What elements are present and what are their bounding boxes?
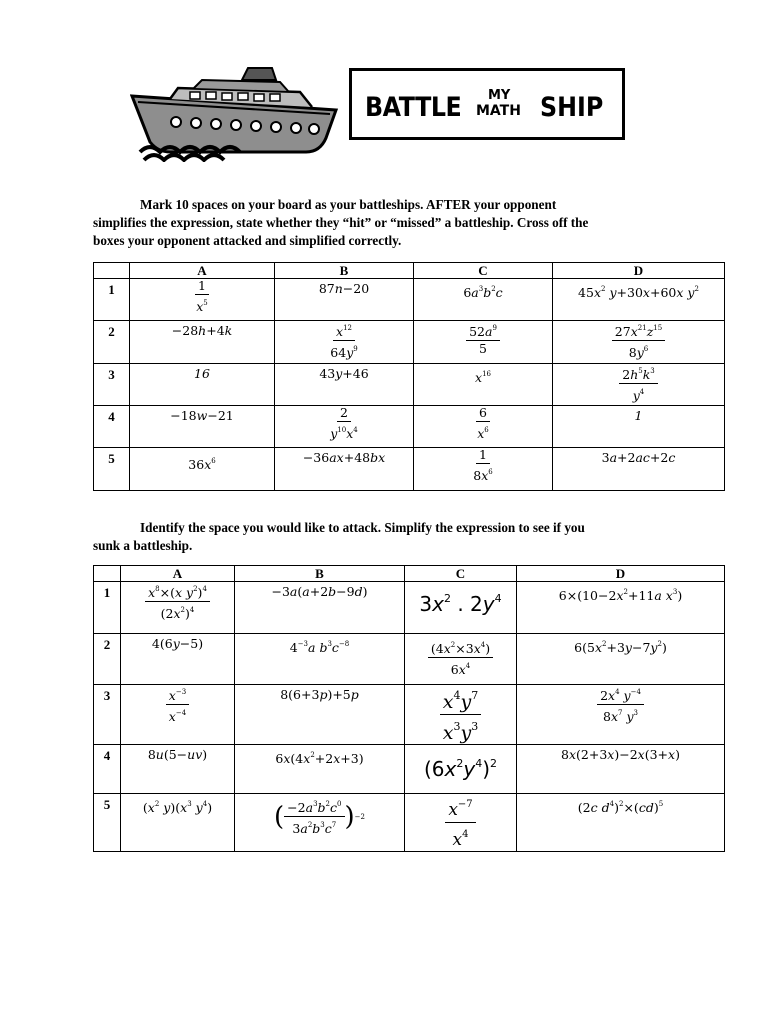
cell-2b[interactable]: $\frac{x^{12}}{64y^9}$ [275, 321, 414, 364]
cell-3d[interactable]: $\frac{2x^4 y^{-4}}{8x^7 y^3}$ [517, 685, 725, 745]
table-row [94, 634, 725, 685]
cell-5d[interactable]: 3a+2ac+2c [553, 448, 725, 491]
title-my: MY [488, 88, 511, 103]
cell-5c[interactable]: $\frac{x^{-7}}{x^4}$ [405, 794, 517, 852]
corner-cell [94, 566, 121, 582]
cell-1a[interactable]: $\frac{x^8\times(x y^2)^4}{(2x^2)^4}$ [121, 582, 235, 634]
cell-1b[interactable]: −3a(a+2b−9d) [235, 582, 405, 634]
cruise-ship-icon [130, 66, 346, 162]
cell-4d[interactable]: 8x(2+3x)−2x(3+x) [517, 745, 725, 794]
cell-1d[interactable]: $6\times(10-2x^2+11a$ $x^3$) [517, 582, 725, 634]
instructions-paragraph-2 [93, 519, 693, 555]
table-row [94, 685, 725, 745]
game-title [349, 68, 625, 140]
cell-2d[interactable]: $6(5x^2+3y-7y^2)$ [517, 634, 725, 685]
column-header-b: B [275, 263, 414, 279]
cell-1b[interactable]: 87n−20 [275, 279, 414, 321]
row-header-2: 2 [94, 634, 121, 685]
row-header-2: 2 [94, 321, 130, 364]
column-header-c: C [405, 566, 517, 582]
table-header-row [94, 566, 725, 582]
column-header-b: B [235, 566, 405, 582]
row-header-1: 1 [94, 582, 121, 634]
cell-1d[interactable]: $45x^2$ y+30x+60x $y^2$ [553, 279, 725, 321]
cell-4a[interactable]: 8u(5−uv) [121, 745, 235, 794]
instructions-2-line-2: sunk a battleship. [93, 538, 193, 553]
row-header-3: 3 [94, 685, 121, 745]
column-header-d: D [553, 263, 725, 279]
cell-2a[interactable]: 4(6y−5) [121, 634, 235, 685]
cell-2c[interactable]: $\frac{(4x^2\times 3x^4)}{6x^4}$ [405, 634, 517, 685]
table-row [94, 745, 725, 794]
table-row [94, 794, 725, 852]
table-header-row [94, 263, 725, 279]
table-row [94, 448, 725, 491]
cell-3b[interactable]: 8(6+3p)+5p [235, 685, 405, 745]
cell-1c[interactable]: $6a^3b^2c$ [414, 279, 553, 321]
cell-5a[interactable]: ($x^2$ $y)(x^3$ $y^4$) [121, 794, 235, 852]
corner-cell [94, 263, 130, 279]
row-header-1: 1 [94, 279, 130, 321]
cell-5a[interactable]: $36x^6$ [130, 448, 275, 491]
row-header-3: 3 [94, 364, 130, 406]
instructions-2-line-1: Identify the space you would like to attack. Simplify the expression to see if you [140, 520, 585, 535]
row-header-4: 4 [94, 406, 130, 448]
cell-3c[interactable]: $\frac{x^4y^7}{x^3y^3}$ [405, 685, 517, 745]
cell-1c[interactable]: $3x^2$ . $2y^4$ [405, 582, 517, 634]
instructions-paragraph-1 [93, 196, 693, 250]
instructions-1-line-2: simplifies the expression, state whether they “hit” or “missed” a battleship. Cross off the [93, 215, 589, 230]
cell-1a[interactable]: $\frac{1}{x^5}$ [130, 279, 275, 321]
cell-4b[interactable]: $6x(4x^2+2x+3)$ [235, 745, 405, 794]
title-math: MATH [476, 103, 521, 119]
cell-5d[interactable]: (2c $d^4)^2\times(cd)^5$ [517, 794, 725, 852]
row-header-5: 5 [94, 448, 130, 491]
column-header-c: C [414, 263, 553, 279]
cell-4a[interactable]: −18w−21 [130, 406, 275, 448]
cell-2b[interactable]: $4^{-3}a$ $b^3c^{-8}$ [235, 634, 405, 685]
attack-expressions-table [93, 565, 725, 852]
cell-3b[interactable]: 43y+46 [275, 364, 414, 406]
cell-4d[interactable]: 1 [553, 406, 725, 448]
instructions-1-line-3: boxes your opponent attacked and simplified correctly. [93, 233, 402, 248]
cell-3a[interactable]: $\frac{x^{-3}}{x^{-4}}$ [121, 685, 235, 745]
cell-3c[interactable]: $x^{16}$ [414, 364, 553, 406]
cell-2a[interactable]: −28h+4k [130, 321, 275, 364]
table-row [94, 582, 725, 634]
row-header-4: 4 [94, 745, 121, 794]
table-row [94, 279, 725, 321]
battleship-board-table [93, 262, 725, 491]
cell-2c[interactable]: $\frac{52a^9}{5}$ [414, 321, 553, 364]
cell-2d[interactable]: $\frac{27x^{21}z^{15}}{8y^6}$ [553, 321, 725, 364]
table-row [94, 321, 725, 364]
cell-4c[interactable]: $\frac{6}{x^6}$ [414, 406, 553, 448]
cell-4b[interactable]: $\frac{2}{y^{10}x^4}$ [275, 406, 414, 448]
cell-5b[interactable]: −36ax+48bx [275, 448, 414, 491]
table-row [94, 406, 725, 448]
title-battle: BATTLE [365, 92, 462, 123]
instructions-1-line-1: Mark 10 spaces on your board as your battleships. AFTER your opponent [140, 197, 557, 212]
row-header-5: 5 [94, 794, 121, 852]
page-header [130, 64, 630, 164]
cell-4c[interactable]: $(6x^2y^4)^2$ [405, 745, 517, 794]
table-row [94, 364, 725, 406]
column-header-d: D [517, 566, 725, 582]
cell-3d[interactable]: $\frac{2h^5k^3}{y^4}$ [553, 364, 725, 406]
cell-5c[interactable]: $\frac{1}{8x^6}$ [414, 448, 553, 491]
cell-5b[interactable]: ( $\frac{-2a^3b^2c^0}{3a^2b^3c^7}$ ) −2 [235, 794, 405, 852]
column-header-a: A [130, 263, 275, 279]
title-ship: SHIP [540, 92, 604, 123]
column-header-a: A [121, 566, 235, 582]
cell-3a[interactable]: 16 [130, 364, 275, 406]
